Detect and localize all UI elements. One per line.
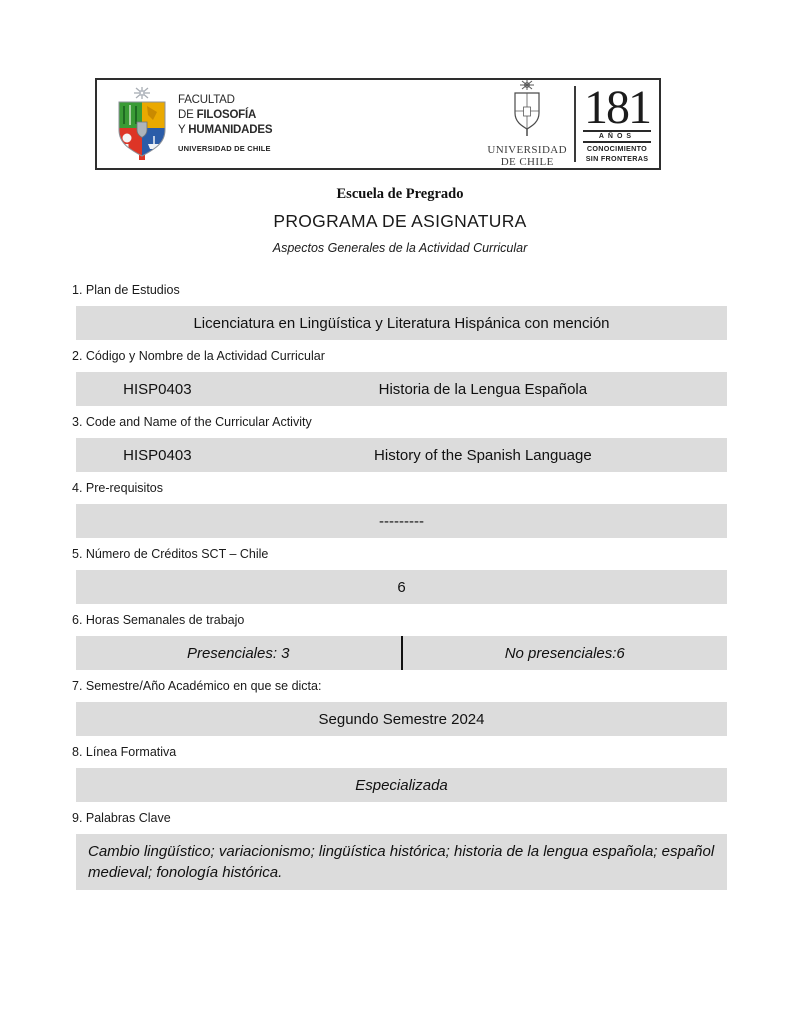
- university-name: [487, 144, 567, 169]
- keywords-text: Cambio lingüístico; variacionismo; lingüística histórica; historia de la lengua española; español medieval; fonología histórica.: [88, 843, 715, 881]
- page-title: PROGRAMA DE ASIGNATURA: [273, 211, 527, 231]
- field-creditos-sct: [72, 547, 731, 604]
- course-code: HISP0403: [123, 380, 192, 398]
- university-name-line1: UNIVERSIDAD: [487, 143, 567, 156]
- faculty-logo: [115, 86, 272, 162]
- university-logo: [487, 80, 651, 169]
- field-label: 2. Código y Nombre de la Actividad Curricular: [72, 349, 325, 363]
- document-titles: [0, 186, 800, 255]
- field-label: 9. Palabras Clave: [72, 811, 171, 825]
- field-label: 6. Horas Semanales de trabajo: [72, 613, 245, 627]
- field-prerequisitos: [72, 481, 731, 538]
- years-word: AÑOS: [583, 130, 651, 143]
- faculty-line2: DE FILOSOFÍA: [178, 108, 257, 121]
- field-label: 8. Línea Formativa: [72, 745, 177, 759]
- field-value-box: [76, 702, 727, 736]
- course-code: HISP0403: [123, 446, 192, 464]
- field-horas-semanales: [72, 613, 731, 670]
- faculty-line4: UNIVERSIDAD DE CHILE: [178, 143, 271, 153]
- slogan-line2: SIN FRONTERAS: [585, 153, 649, 163]
- field-label: 1. Plan de Estudios: [72, 283, 180, 297]
- field-value-box: [76, 438, 727, 472]
- university-crest-block: [487, 80, 567, 169]
- field-value: Segundo Semestre 2024: [318, 710, 485, 728]
- header-logo-band: [95, 78, 661, 170]
- field-plan-de-estudios: [72, 283, 731, 340]
- field-value-box: [76, 372, 727, 406]
- anniversary-block: [583, 80, 651, 163]
- hours-no-presencial: No presenciales:6: [504, 644, 625, 662]
- field-label: 4. Pre-requisitos: [72, 481, 164, 495]
- field-value-box: [76, 636, 727, 670]
- field-label: 7. Semestre/Año Académico en que se dicta:: [72, 679, 322, 693]
- field-palabras-clave: [72, 811, 731, 890]
- form-sections: [72, 283, 731, 899]
- hours-presencial: Presenciales: 3: [186, 644, 290, 662]
- field-value-box: [76, 570, 727, 604]
- document-subtitle: Aspectos Generales de la Actividad Curricular: [272, 241, 528, 255]
- faculty-line1: FACULTAD: [178, 93, 235, 106]
- field-codigo-nombre: [72, 349, 731, 406]
- course-name: History of the Spanish Language: [374, 446, 592, 464]
- field-value: Licenciatura en Lingüística y Literatura Hispánica con mención: [193, 314, 610, 332]
- field-label: 5. Número de Créditos SCT – Chile: [72, 547, 269, 561]
- field-code-name-english: [72, 415, 731, 472]
- field-value-box: [76, 768, 727, 802]
- field-value-box: [76, 834, 727, 890]
- logo-divider: [574, 86, 576, 162]
- field-value-box: [76, 504, 727, 538]
- field-value-box: [76, 306, 727, 340]
- school-title: Escuela de Pregrado: [336, 186, 464, 202]
- field-label: 3. Code and Name of the Curricular Activity: [72, 415, 312, 429]
- field-value: 6: [397, 578, 406, 596]
- field-semestre: [72, 679, 731, 736]
- slogan-line1: CONOCIMIENTO: [586, 143, 648, 153]
- faculty-crest-icon: [115, 86, 169, 162]
- field-linea-formativa: [72, 745, 731, 802]
- university-crest-icon: [509, 80, 545, 142]
- course-name: Historia de la Lengua Española: [378, 380, 588, 398]
- faculty-logo-text: [178, 93, 272, 156]
- university-name-line2: DE CHILE: [500, 156, 554, 168]
- faculty-line3: Y HUMANIDADES: [178, 123, 273, 136]
- years-number: 181: [584, 80, 650, 134]
- field-value: Especializada: [355, 776, 448, 794]
- field-value: ---------: [379, 512, 424, 530]
